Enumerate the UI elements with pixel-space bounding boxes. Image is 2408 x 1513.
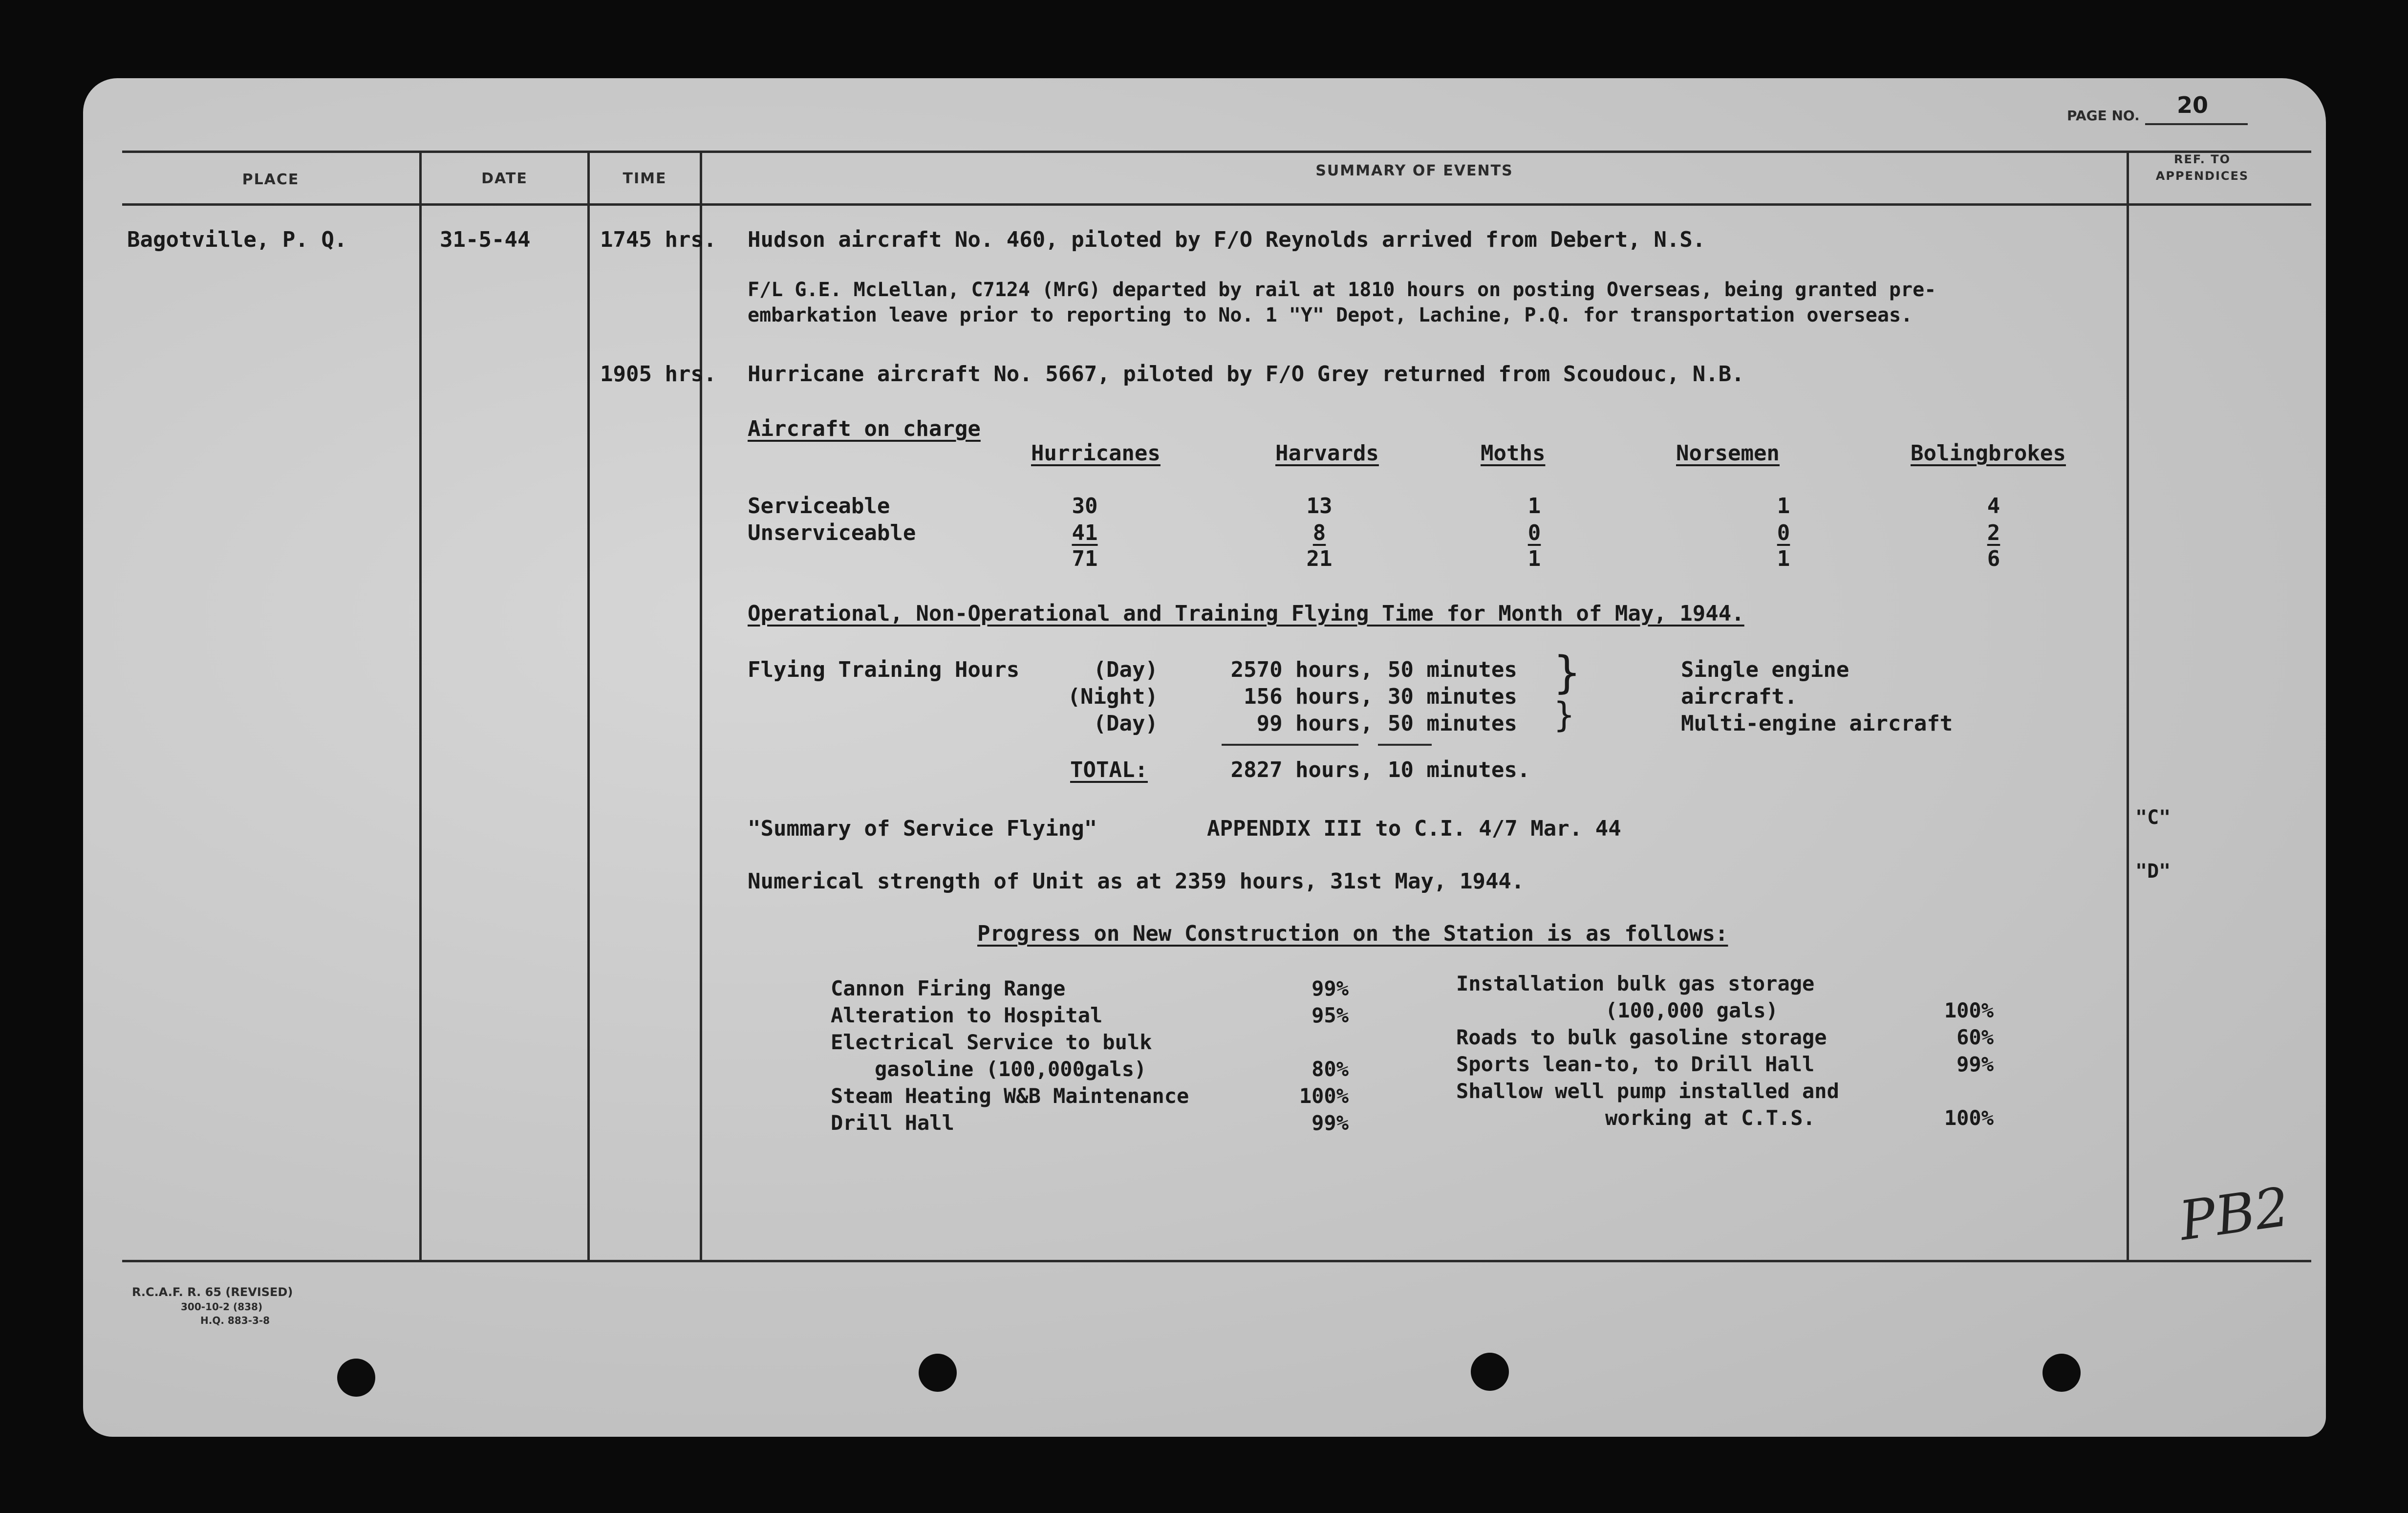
- page-no-label: PAGE NO.: [2067, 108, 2140, 124]
- flying-total-label: TOTAL:: [1070, 757, 1148, 782]
- flying-minutes-3: 50 minutes: [1388, 711, 1517, 736]
- page-number: 20: [2177, 92, 2209, 118]
- header-time: TIME: [623, 170, 667, 187]
- col-divider-1: [419, 151, 422, 1260]
- construction-left-pct-2: 95%: [1312, 1003, 1349, 1027]
- date: 31-5-44: [440, 227, 531, 252]
- brace-1: }: [1554, 647, 1581, 698]
- binder-hole-4: [2042, 1354, 2081, 1392]
- form-number-1: R.C.A.F. R. 65 (REVISED): [132, 1285, 293, 1299]
- row-serviceable-label: Serviceable: [748, 494, 890, 519]
- summary-line-2a: F/L G.E. McLellan, C7124 (MrG) departed by rail at 1810 hours on posting Overseas, being granted pre-: [748, 279, 1936, 301]
- flying-heading: Operational, Non-Operational and Training Flying Time for Month of May, 1944.: [748, 601, 1744, 626]
- cell-total-hurricanes: 71: [1072, 546, 1098, 571]
- construction-left-pct-5: 100%: [1299, 1084, 1349, 1108]
- handwritten-initials: PB2: [2175, 1175, 2293, 1253]
- col-divider-3: [700, 151, 702, 1260]
- construction-left-3: Electrical Service to bulk: [831, 1030, 1152, 1054]
- flying-note-2: aircraft.: [1681, 684, 1798, 709]
- construction-left-5: Steam Heating W&B Maintenance: [831, 1084, 1189, 1108]
- construction-left-pct-4: 80%: [1312, 1057, 1349, 1081]
- aircraft-col-bolingbrokes: Bolingbrokes: [1911, 441, 2066, 466]
- header-ref-2: APPENDICES: [2155, 169, 2249, 183]
- cell-serviceable-moths: 1: [1527, 494, 1541, 519]
- construction-right-5: Shallow well pump installed and: [1456, 1079, 1839, 1103]
- flying-hours-1: 2570 hours,: [1230, 657, 1373, 682]
- cell-total-moths: 1: [1527, 546, 1541, 571]
- time-2: 1905 hrs.: [600, 362, 717, 387]
- aircraft-col-harvards: Harvards: [1275, 441, 1379, 466]
- flying-period-3: (Day): [1093, 711, 1158, 736]
- cell-serviceable-hurricanes: 30: [1072, 494, 1098, 519]
- header-date: DATE: [481, 170, 528, 187]
- flying-note-3: Multi-engine aircraft: [1681, 711, 1953, 736]
- construction-heading: Progress on New Construction on the Station is as follows:: [977, 921, 1728, 946]
- construction-right-pct-3: 60%: [1956, 1025, 1994, 1049]
- construction-right-6: working at C.T.S.: [1605, 1106, 1815, 1130]
- aircraft-col-moths: Moths: [1481, 441, 1546, 466]
- cell-unserviceable-harvards: 8: [1312, 520, 1326, 545]
- binder-hole-1: [337, 1359, 375, 1397]
- header-ref-1: REF. TO: [2174, 152, 2231, 166]
- page-no-underline: [2145, 123, 2248, 125]
- flying-total-minutes: 10 minutes.: [1388, 757, 1530, 782]
- aircraft-heading: Aircraft on charge: [748, 416, 981, 441]
- construction-right-2: (100,000 gals): [1605, 998, 1779, 1022]
- summary-line-3: Hurricane aircraft No. 5667, piloted by F/O Grey returned from Scoudouc, N.B.: [748, 362, 1744, 387]
- flying-minutes-2: 30 minutes: [1388, 684, 1517, 709]
- col-divider-4: [2127, 151, 2129, 1260]
- cell-unserviceable-hurricanes: 41: [1072, 520, 1098, 545]
- aircraft-col-norsemen: Norsemen: [1676, 441, 1780, 466]
- construction-right-1: Installation bulk gas storage: [1456, 972, 1815, 995]
- flying-total-hours: 2827 hours,: [1230, 757, 1373, 782]
- total-rule-hours: [1222, 744, 1358, 746]
- form-number-3: H.Q. 883-3-8: [200, 1315, 270, 1326]
- construction-left-pct-1: 99%: [1312, 976, 1349, 1000]
- appendix-c: "C": [2135, 806, 2171, 829]
- construction-right-pct-4: 99%: [1956, 1052, 1994, 1076]
- top-rule: [122, 151, 2311, 153]
- construction-right-3: Roads to bulk gasoline storage: [1456, 1025, 1827, 1049]
- service-flying-ref: APPENDIX III to C.I. 4/7 Mar. 44: [1207, 816, 1621, 841]
- strength-text: Numerical strength of Unit as at 2359 hours, 31st May, 1944.: [748, 869, 1525, 894]
- cell-total-norsemen: 1: [1777, 546, 1790, 571]
- cell-total-bolingbrokes: 6: [1987, 546, 2000, 571]
- cell-serviceable-norsemen: 1: [1777, 494, 1790, 519]
- cell-serviceable-bolingbrokes: 4: [1987, 494, 2000, 519]
- header-rule: [122, 203, 2311, 206]
- cell-unserviceable-norsemen: 0: [1777, 520, 1790, 545]
- cell-unserviceable-moths: 0: [1527, 520, 1541, 545]
- appendix-d: "D": [2135, 860, 2171, 883]
- place: Bagotville, P. Q.: [127, 227, 347, 252]
- document-sheet: [83, 78, 2326, 1437]
- row-unserviceable-label: Unserviceable: [748, 520, 916, 545]
- construction-left-4: gasoline (100,000gals): [875, 1057, 1147, 1081]
- construction-left-pct-6: 99%: [1312, 1111, 1349, 1135]
- total-rule-minutes: [1378, 744, 1432, 746]
- flying-note-1: Single engine: [1681, 657, 1849, 682]
- construction-left-6: Drill Hall: [831, 1111, 954, 1135]
- header-summary: SUMMARY OF EVENTS: [1315, 162, 1513, 179]
- binder-hole-2: [919, 1354, 957, 1392]
- cell-serviceable-harvards: 13: [1306, 494, 1333, 519]
- flying-period-1: (Day): [1093, 657, 1158, 682]
- construction-left-1: Cannon Firing Range: [831, 976, 1066, 1000]
- time-1: 1745 hrs.: [600, 227, 717, 252]
- construction-right-pct-2: 100%: [1944, 998, 1994, 1022]
- form-number-2: 300-10-2 (838): [181, 1301, 263, 1313]
- bottom-rule: [122, 1260, 2311, 1262]
- construction-left-2: Alteration to Hospital: [831, 1003, 1103, 1027]
- flying-minutes-1: 50 minutes: [1388, 657, 1517, 682]
- construction-right-pct-6: 100%: [1944, 1106, 1994, 1130]
- flying-hours-2: 156 hours,: [1244, 684, 1373, 709]
- header-place: PLACE: [242, 171, 300, 188]
- brace-2: }: [1554, 695, 1575, 735]
- aircraft-col-hurricanes: Hurricanes: [1031, 441, 1161, 466]
- service-flying-title: "Summary of Service Flying": [748, 816, 1097, 841]
- construction-right-4: Sports lean-to, to Drill Hall: [1456, 1052, 1815, 1076]
- summary-line-1: Hudson aircraft No. 460, piloted by F/O Reynolds arrived from Debert, N.S.: [748, 227, 1706, 252]
- flying-hours-3: 99 hours,: [1256, 711, 1373, 736]
- cell-total-harvards: 21: [1306, 546, 1333, 571]
- col-divider-2: [587, 151, 590, 1260]
- flying-label: Flying Training Hours: [748, 657, 1020, 682]
- cell-unserviceable-bolingbrokes: 2: [1987, 520, 2000, 545]
- flying-period-2: (Night): [1067, 684, 1158, 709]
- binder-hole-3: [1471, 1353, 1509, 1391]
- summary-line-2b: embarkation leave prior to reporting to No. 1 "Y" Depot, Lachine, P.Q. for transportation overseas.: [748, 304, 1913, 326]
